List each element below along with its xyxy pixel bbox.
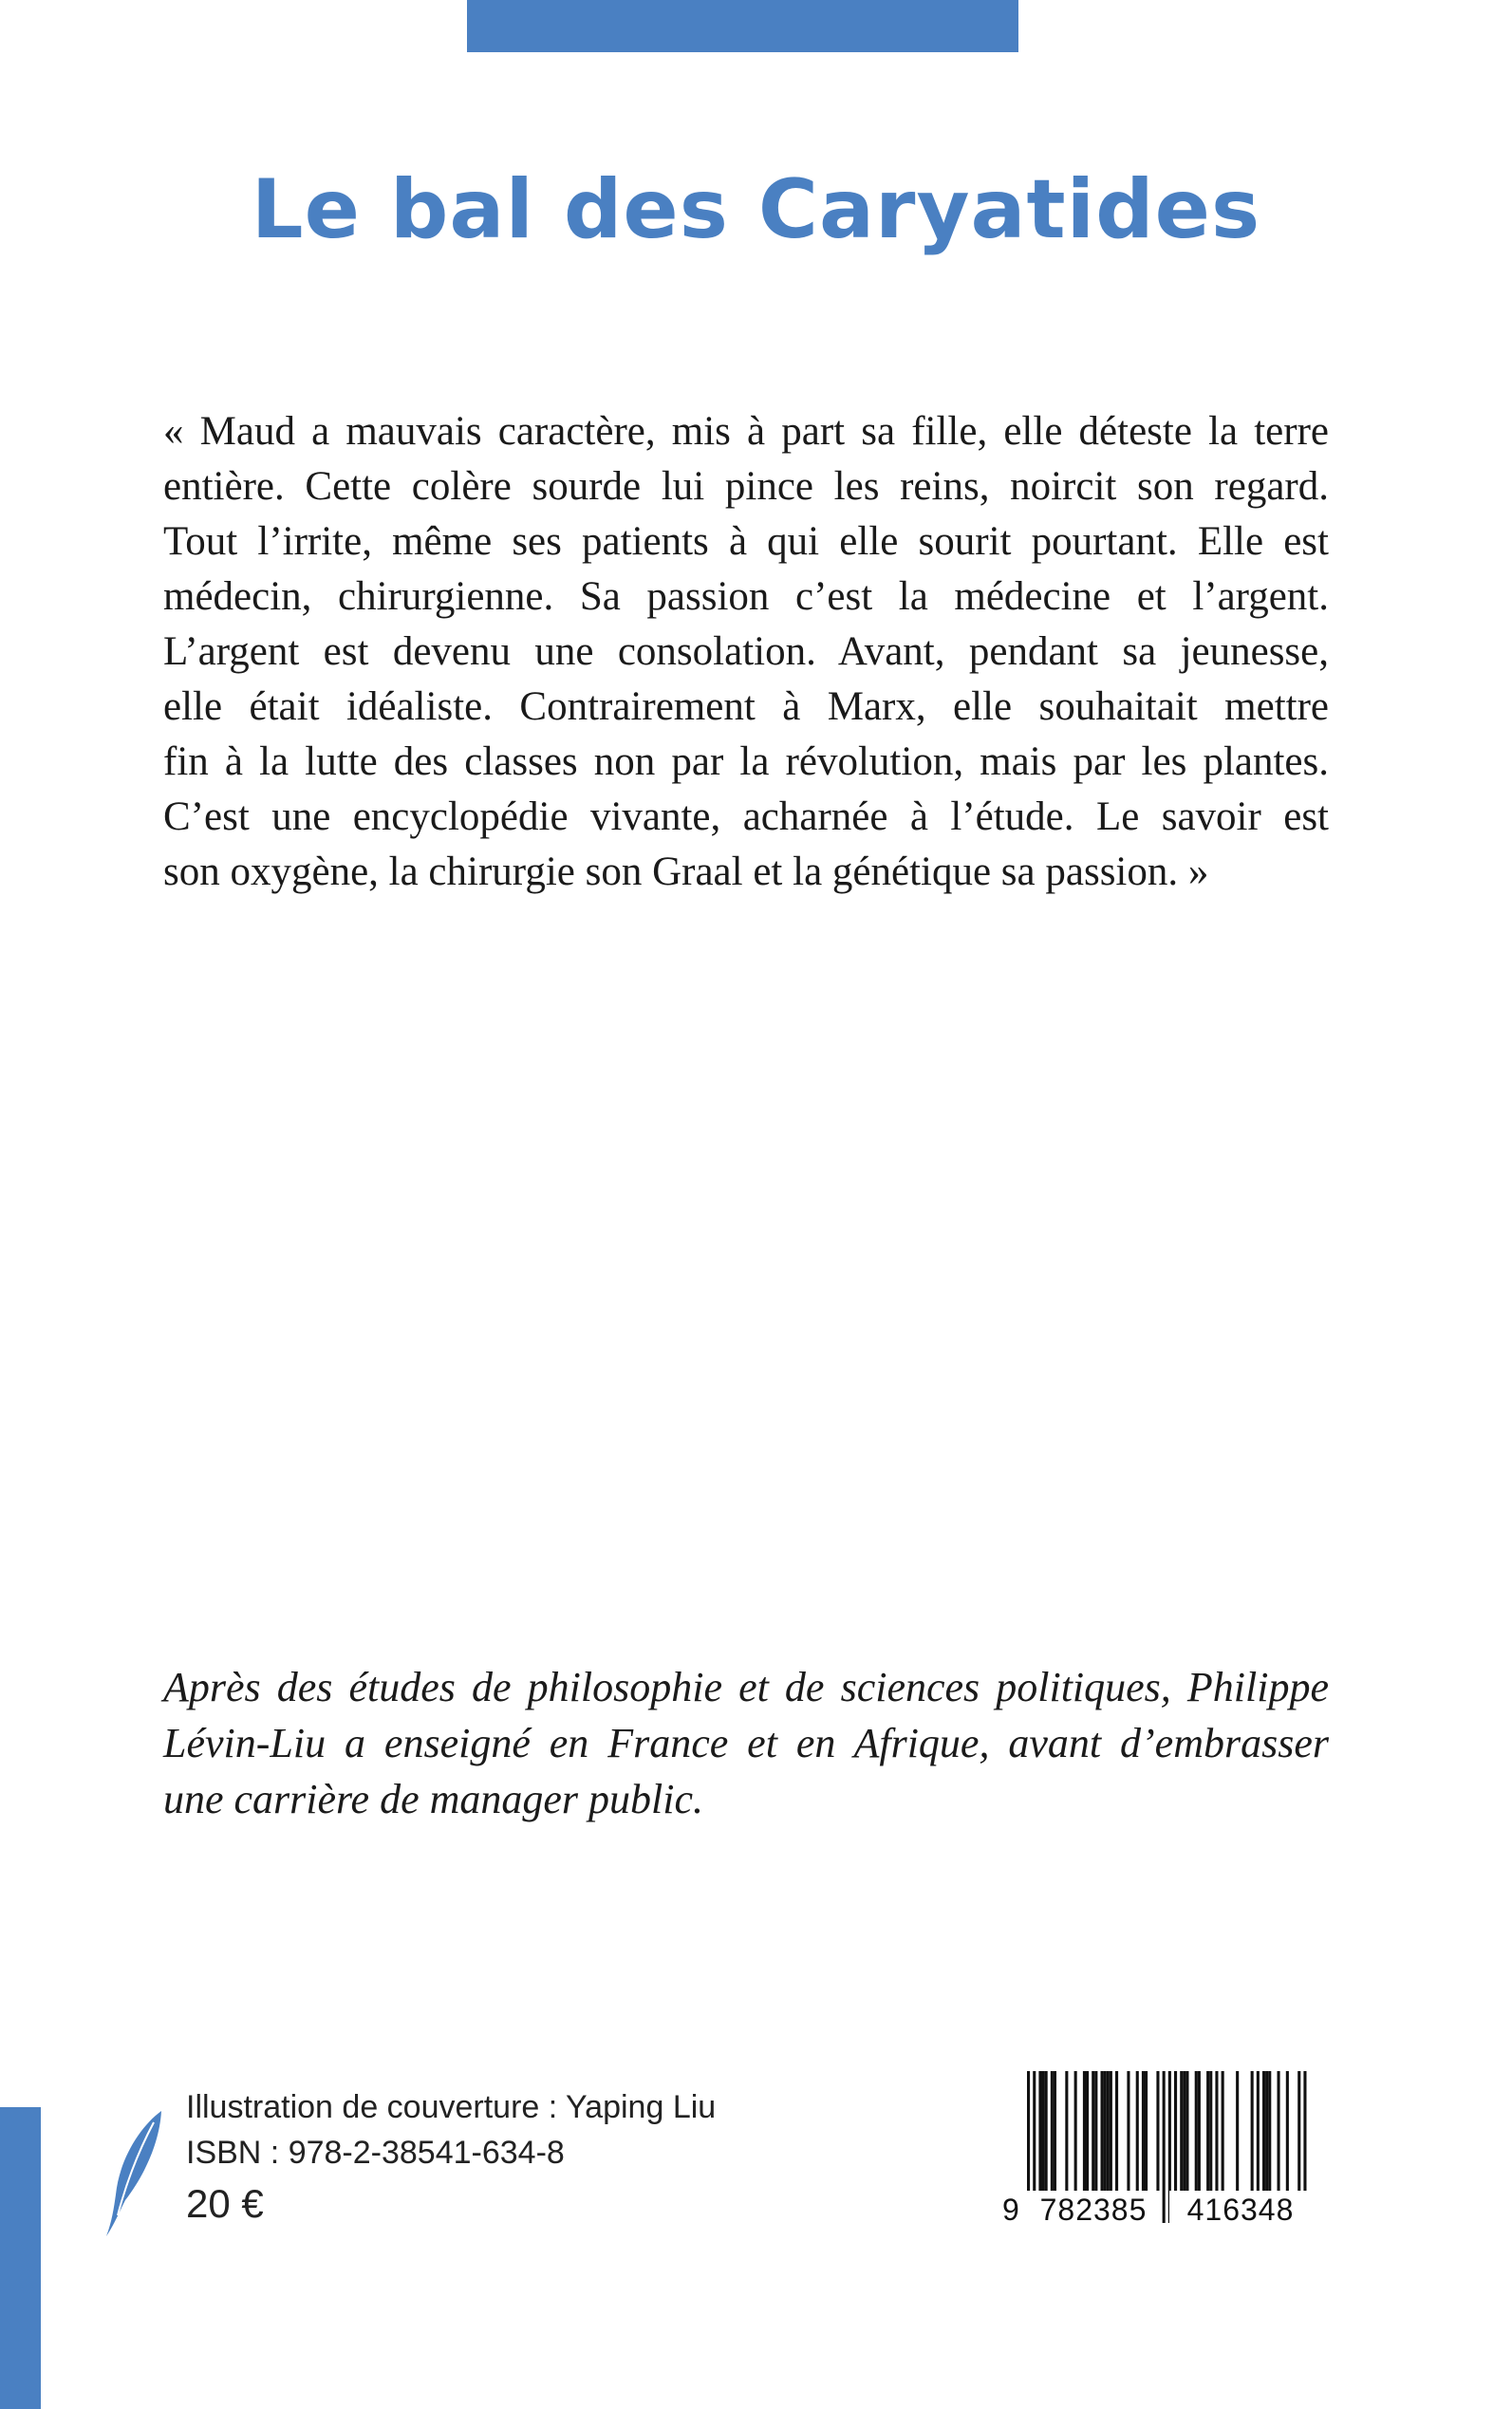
barcode-bar: [1183, 2071, 1185, 2191]
blurb-line: entière. Cette colère sourde lui pince les reins, noircit son regard.: [163, 464, 1329, 509]
barcode-bar: [1174, 2071, 1177, 2191]
barcode-bar: [1136, 2071, 1139, 2191]
barcode-bar: [1092, 2071, 1094, 2191]
barcode-bar: [1236, 2071, 1239, 2191]
barcode-bar: [1257, 2071, 1260, 2191]
barcode-bar: [1251, 2071, 1254, 2191]
credits-block: [186, 2084, 716, 2232]
barcode-bar: [1094, 2071, 1097, 2191]
barcode-bar: [1127, 2071, 1129, 2191]
blurb-line: elle était idéaliste. Contrairement à Marx, elle souhaitait mettre: [163, 684, 1329, 729]
author-bio: [163, 1659, 1329, 1827]
barcode-bar: [1198, 2071, 1201, 2191]
barcode-bar: [1195, 2071, 1198, 2191]
barcode-bar: [1065, 2071, 1068, 2191]
isbn-text: ISBN : 978-2-38541-634-8: [186, 2135, 565, 2171]
bio-line: une carrière de manager public.: [163, 1776, 704, 1822]
blurb-line: médecin, chirurgienne. Sa passion c’est la médecine et l’argent.: [163, 574, 1329, 619]
barcode-bar: [1180, 2071, 1183, 2191]
barcode-left-digits: 782385: [1026, 2191, 1161, 2229]
barcode-bar: [1222, 2071, 1224, 2191]
barcode-bar: [1104, 2071, 1107, 2191]
blurb-line: L’argent est devenu une consolation. Avant, pendant sa jeunesse,: [163, 629, 1329, 674]
barcode-bar: [1038, 2071, 1041, 2191]
barcode-bar: [1206, 2071, 1209, 2191]
barcode-bar: [1042, 2071, 1045, 2191]
blurb-line: C’est une encyclopédie vivante, acharnée à l’étude. Le savoir est: [163, 794, 1329, 839]
barcode-bar: [1054, 2071, 1056, 2191]
barcode-bar: [1083, 2071, 1086, 2191]
barcode-bar: [1086, 2071, 1089, 2191]
blurb-line: « Maud a mauvais caractère, mis à part sa fille, elle déteste la terre: [163, 409, 1329, 454]
price-text: 20 €: [186, 2181, 264, 2226]
bio-line: Lévin-Liu a enseigné en France et en Afrique, avant d’embrasser: [163, 1720, 1329, 1766]
barcode-bar: [1215, 2071, 1218, 2191]
barcode-first-digit: 9: [1002, 2193, 1020, 2227]
barcode-bar: [1074, 2071, 1077, 2191]
barcode-bar: [1110, 2071, 1112, 2191]
barcode-bar: [1045, 2071, 1048, 2191]
illustration-credit: Illustration de couverture : Yaping Liu: [186, 2089, 717, 2125]
barcode-bar: [1262, 2071, 1265, 2191]
barcode-bar: [1115, 2071, 1118, 2191]
barcode-bar: [1142, 2071, 1145, 2191]
book-title: Le bal des Caryatides: [251, 162, 1261, 257]
barcode-bar: [1107, 2071, 1110, 2191]
barcode-bar: [1209, 2071, 1212, 2191]
barcode-bar: [1051, 2071, 1054, 2191]
barcode-bar: [1163, 2071, 1166, 2223]
blurb-line: Tout l’irrite, même ses patients à qui elle sourit pourtant. Elle est: [163, 519, 1329, 564]
barcode-bar: [1185, 2071, 1188, 2191]
barcode-bar: [1156, 2071, 1159, 2191]
blurb-line: fin à la lutte des classes non par la révolution, mais par les plantes.: [163, 739, 1329, 784]
bottom-left-accent-bar: [0, 2107, 41, 2409]
back-cover-blurb: [163, 404, 1329, 900]
publisher-feather-logo: [103, 2109, 165, 2238]
bio-line: Après des études de philosophie et de sciences politiques, Philippe: [163, 1664, 1329, 1710]
blurb-line: son oxygène, la chirurgie son Graal et la génétique sa passion. »: [163, 850, 1209, 894]
barcode-bar: [1101, 2071, 1104, 2191]
barcode-bar: [1145, 2071, 1148, 2191]
barcode-bar: [1286, 2071, 1289, 2191]
barcode-bar: [1268, 2071, 1271, 2191]
barcode-right-digits: 416348: [1169, 2191, 1312, 2229]
barcode-bar: [1278, 2071, 1280, 2191]
top-accent-bar: [467, 0, 1018, 52]
barcode-bar: [1265, 2071, 1268, 2191]
